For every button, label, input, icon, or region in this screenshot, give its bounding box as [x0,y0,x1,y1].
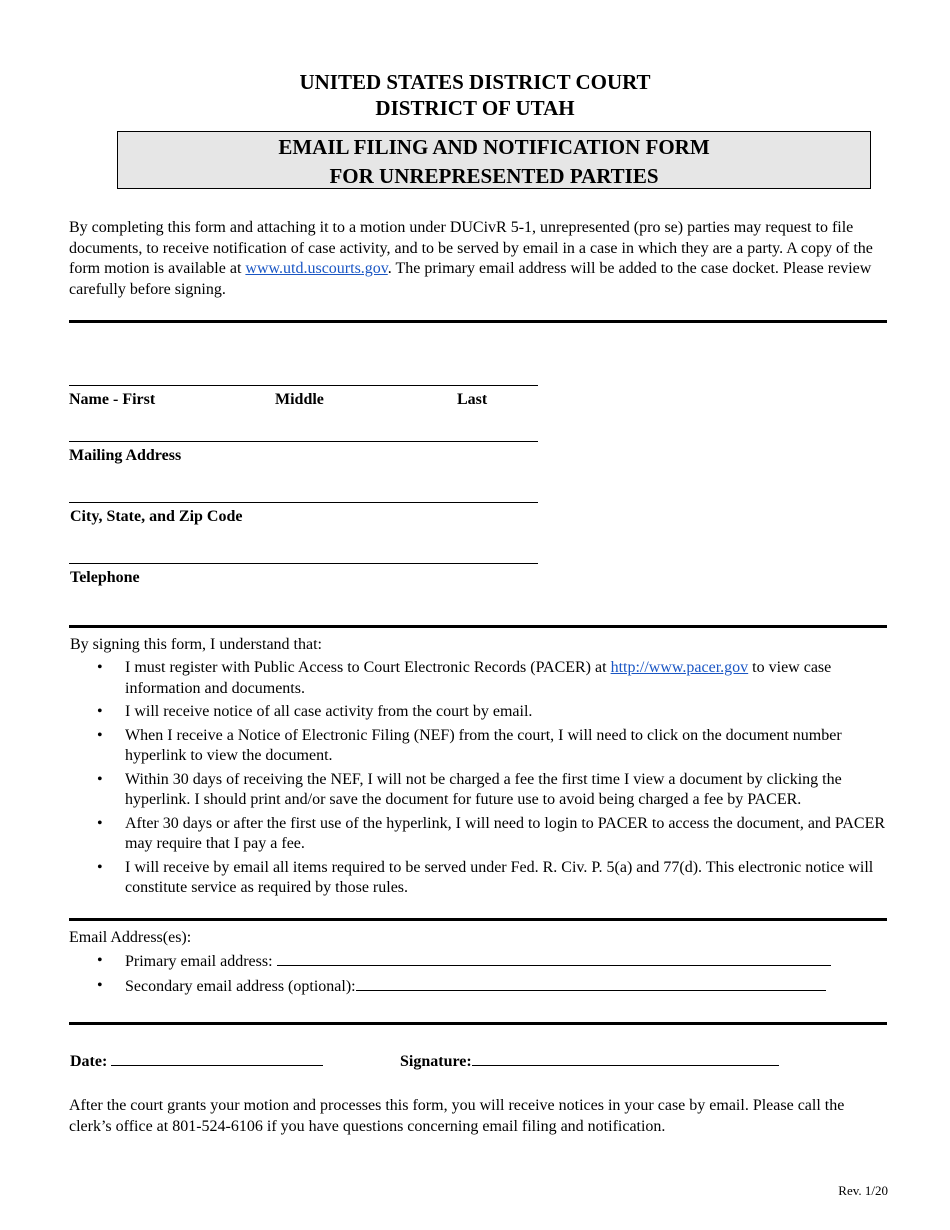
section-divider [69,918,887,921]
secondary-email-label: Secondary email address (optional): [125,977,356,995]
form-title-line2: FOR UNREPRESENTED PARTIES [329,164,659,188]
date-row [70,1051,323,1071]
acknowledgement-intro: By signing this form, I understand that: [70,636,322,653]
form-title-box [117,131,871,189]
secondary-email-field[interactable] [356,976,826,991]
city-state-zip-label: City, State, and Zip Code [70,508,243,525]
section-divider [69,625,887,628]
date-label: Date: [70,1053,112,1070]
footer-note: After the court grants your motion and processes this form, you will receive notices in your case by email. Please call the clerk’s office at 801-524-6106 if you have questions concerning email filing and notification. [69,1097,845,1135]
form-title-line1: EMAIL FILING AND NOTIFICATION FORM [278,135,710,159]
secondary-email-item [69,976,889,998]
primary-email-item [69,951,889,973]
acknowledgement-text: I will receive by email all items required to be served under Fed. R. Civ. P. 5(a) and 77(d). This electronic notice will constitute service as required by those rules. [125,858,874,896]
court-website-link[interactable]: www.utd.uscourts.gov [245,260,388,277]
section-divider [69,320,887,323]
acknowledgement-text: I must register with Public Access to Court Electronic Records (PACER) at [125,659,611,676]
name-middle-label: Middle [275,391,324,408]
acknowledgement-text: Within 30 days of receiving the NEF, I will not be charged a fee the first time I view a document by clicking the hyperlink. I should print and/or save the document for future use to avoid being charged a fee by PACER. [125,770,842,808]
intro-paragraph [69,218,889,300]
mailing-address-label: Mailing Address [69,447,182,464]
email-heading: Email Address(es): [69,929,192,946]
date-field[interactable] [111,1051,323,1066]
acknowledgement-list [69,658,889,902]
mailing-address-input-line[interactable] [69,441,538,442]
acknowledgement-item [69,658,889,699]
email-list [69,951,889,1000]
name-input-line[interactable] [69,385,538,386]
acknowledgement-item [69,770,889,811]
name-last-label: Last [457,391,488,408]
acknowledgement-text: I will receive notice of all case activity from the court by email. [125,703,533,720]
signature-label: Signature: [400,1053,472,1070]
acknowledgement-item [69,726,889,767]
revision-label: Rev. 1/20 [838,1183,888,1198]
city-state-zip-input-line[interactable] [69,502,538,503]
telephone-label: Telephone [70,569,140,586]
acknowledgement-text: to view case information and documents. [125,659,832,697]
signature-field[interactable] [472,1051,779,1066]
court-name: UNITED STATES DISTRICT COURT [299,70,651,94]
primary-email-field[interactable] [277,951,831,966]
primary-email-label: Primary email address: [125,953,277,970]
section-divider [69,1022,887,1025]
intro-text-after-link: . The primary email address will be added to the case docket. Please review carefully before signing. [69,260,872,298]
intro-text-before-link: By completing this form and attaching it to a motion under DUCivR 5-1, unrepresented (pro se) parties may request to file documents, to receive notification of case activity, and to be served by email in a case in which they are a party. A copy of the form motion is available at [69,219,873,277]
acknowledgement-text: After 30 days or after the first use of the hyperlink, I will need to login to PACER to access the document, and PACER may require that I pay a fee. [125,814,886,852]
acknowledgement-item [69,814,889,855]
acknowledgement-item [69,858,889,899]
signature-row [400,1051,779,1071]
acknowledgement-item [69,702,889,723]
pacer-link[interactable]: http://www.pacer.gov [610,659,749,676]
name-first-label: Name - First [69,391,156,408]
acknowledgement-text: When I receive a Notice of Electronic Filing (NEF) from the court, I will need to click on the document number hyperlink to view the document. [125,726,842,764]
district-name: DISTRICT OF UTAH [375,96,575,120]
telephone-input-line[interactable] [69,563,538,564]
